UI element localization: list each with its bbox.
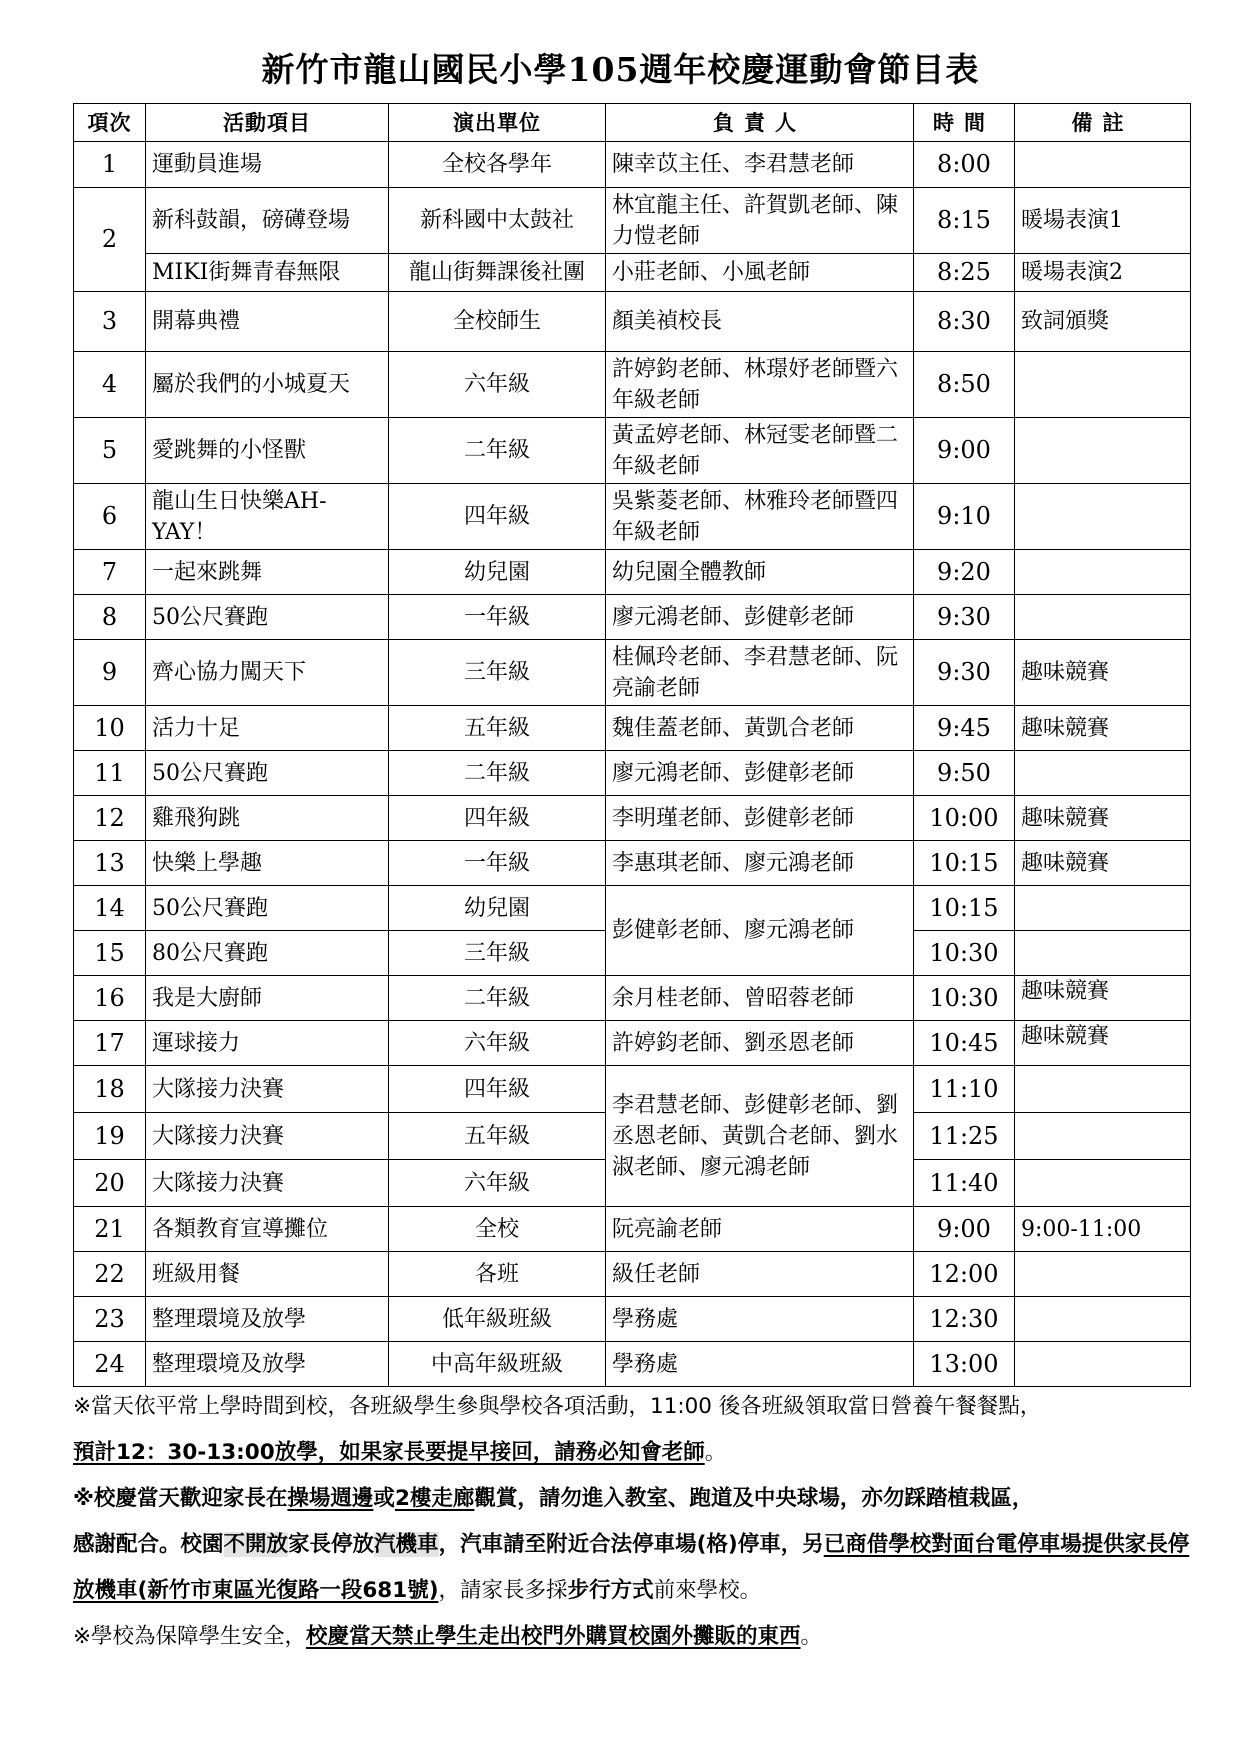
cell-time: 8:50 [914, 352, 1015, 418]
cell-unit: 三年級 [389, 640, 606, 706]
header-activity: 活動項目 [146, 104, 389, 142]
cell-activity: 80公尺賽跑 [146, 931, 389, 976]
cell-no: 24 [74, 1342, 146, 1387]
cell-no: 17 [74, 1021, 146, 1066]
cell-time: 10:30 [914, 931, 1015, 976]
cell-no: 6 [74, 484, 146, 550]
cell-no: 23 [74, 1297, 146, 1342]
note-highlight: 不開放 [223, 1532, 289, 1557]
cell-note [1015, 142, 1191, 188]
table-row [74, 142, 1191, 188]
note-text: ※學校為保障學生安全， [73, 1624, 307, 1649]
cell-unit: 二年級 [389, 976, 606, 1021]
cell-activity: 開幕典禮 [146, 292, 389, 352]
cell-time: 10:45 [914, 1021, 1015, 1066]
cell-person: 許婷鈞老師、林璟妤老師暨六年級老師 [606, 352, 914, 418]
cell-person: 彭健彰老師、廖元鴻老師 [606, 886, 914, 976]
table-row [74, 796, 1191, 841]
cell-activity: 整理環境及放學 [146, 1297, 389, 1342]
cell-time: 11:40 [914, 1160, 1015, 1207]
note-text: 前來學校。 [653, 1578, 762, 1603]
cell-activity: MIKI街舞青春無限 [146, 254, 389, 292]
table-row [74, 484, 1191, 550]
notes-section [73, 1384, 1203, 1660]
cell-time: 8:00 [914, 142, 1015, 188]
cell-no: 18 [74, 1066, 146, 1113]
cell-unit: 五年級 [389, 706, 606, 751]
note-text: 。 [704, 1440, 727, 1465]
cell-note [1015, 352, 1191, 418]
cell-note: 趣味競賽 [1015, 796, 1191, 841]
cell-person: 許婷鈞老師、劉丞恩老師 [606, 1021, 914, 1066]
cell-no: 19 [74, 1113, 146, 1160]
cell-activity: 一起來跳舞 [146, 550, 389, 595]
table-row [74, 841, 1191, 886]
note-emphasis: 2樓走廊 [394, 1486, 475, 1511]
cell-note [1015, 1252, 1191, 1297]
cell-unit: 六年級 [389, 352, 606, 418]
cell-activity: 大隊接力決賽 [146, 1066, 389, 1113]
cell-time: 9:50 [914, 751, 1015, 796]
note-text: ※校慶當天歡迎家長在 [73, 1486, 288, 1511]
cell-person: 余月桂老師、曾昭蓉老師 [606, 976, 914, 1021]
cell-note: 趣味競賽 [1015, 976, 1191, 1021]
cell-note: 9:00-11:00 [1015, 1207, 1191, 1252]
cell-unit: 六年級 [389, 1021, 606, 1066]
cell-person: 桂佩玲老師、李君慧老師、阮亮諭老師 [606, 640, 914, 706]
header-no: 項次 [74, 104, 146, 142]
cell-person: 學務處 [606, 1342, 914, 1387]
cell-activity: 大隊接力決賽 [146, 1113, 389, 1160]
cell-time: 9:30 [914, 595, 1015, 640]
cell-note [1015, 1113, 1191, 1160]
cell-time: 8:25 [914, 254, 1015, 292]
cell-note [1015, 1297, 1191, 1342]
cell-unit: 五年級 [389, 1113, 606, 1160]
table-header-row [74, 104, 1191, 142]
table-row [74, 254, 1191, 292]
cell-note: 趣味競賽 [1015, 640, 1191, 706]
cell-unit: 中高年級班級 [389, 1342, 606, 1387]
cell-activity: 整理環境及放學 [146, 1342, 389, 1387]
cell-unit: 各班 [389, 1252, 606, 1297]
cell-note [1015, 1342, 1191, 1387]
cell-activity: 屬於我們的小城夏天 [146, 352, 389, 418]
note-text: ，請家長多採 [438, 1578, 568, 1603]
cell-note [1015, 1066, 1191, 1113]
cell-time: 13:00 [914, 1342, 1015, 1387]
table-row [74, 188, 1191, 254]
note-emphasis: 步行方式 [567, 1578, 654, 1603]
cell-unit: 六年級 [389, 1160, 606, 1207]
table-row [74, 1021, 1191, 1066]
table-row [74, 751, 1191, 796]
cell-time: 10:15 [914, 886, 1015, 931]
cell-time: 11:25 [914, 1113, 1015, 1160]
header-note: 備註 [1015, 104, 1191, 142]
note-text: ，汽車請至附近合法停車場(格)停車，另 [438, 1532, 824, 1557]
cell-unit: 龍山街舞課後社團 [389, 254, 606, 292]
cell-activity: 班級用餐 [146, 1252, 389, 1297]
cell-person: 阮亮諭老師 [606, 1207, 914, 1252]
cell-no: 4 [74, 352, 146, 418]
cell-activity: 活力十足 [146, 706, 389, 751]
table-row [74, 886, 1191, 931]
cell-time: 12:00 [914, 1252, 1015, 1297]
cell-time: 10:00 [914, 796, 1015, 841]
cell-activity: 運動員進場 [146, 142, 389, 188]
note-emphasis: 已商借學校對面台電停車場提供家長停放機車(新竹市東區光復路一段681號) [73, 1532, 1190, 1603]
cell-person: 李惠琪老師、廖元鴻老師 [606, 841, 914, 886]
note-text: 或 [373, 1486, 395, 1511]
table-row [74, 418, 1191, 484]
table-row [74, 292, 1191, 352]
cell-activity: 齊心協力闖天下 [146, 640, 389, 706]
cell-unit: 全校各學年 [389, 142, 606, 188]
cell-note [1015, 595, 1191, 640]
cell-person: 林宜龍主任、許賀凱老師、陳力愷老師 [606, 188, 914, 254]
note-emphasis: 預計12：30-13:00放學，如果家長要提早接回，請務必知會老師 [73, 1440, 705, 1465]
cell-unit: 全校 [389, 1207, 606, 1252]
cell-time: 9:00 [914, 418, 1015, 484]
cell-note: 趣味競賽 [1015, 841, 1191, 886]
cell-person: 廖元鴻老師、彭健彰老師 [606, 595, 914, 640]
table-row [74, 352, 1191, 418]
note-highlight: 汽機車 [374, 1532, 439, 1557]
cell-time: 12:30 [914, 1297, 1015, 1342]
note-text: ※當天依平常上學時間到校，各班級學生參與學校各項活動，11:00 後各班級領取當日營養午餐餐點， [73, 1394, 1042, 1419]
cell-unit: 一年級 [389, 595, 606, 640]
cell-note: 暖場表演1 [1015, 188, 1191, 254]
cell-note [1015, 751, 1191, 796]
cell-note [1015, 931, 1191, 976]
cell-activity: 大隊接力決賽 [146, 1160, 389, 1207]
cell-note [1015, 1160, 1191, 1207]
cell-person: 吳紫菱老師、林雅玲老師暨四年級老師 [606, 484, 914, 550]
document-title: 新竹市龍山國民小學105週年校慶運動會節目表 [261, 50, 980, 89]
cell-no: 5 [74, 418, 146, 484]
cell-no: 22 [74, 1252, 146, 1297]
table-row [74, 1066, 1191, 1113]
note-safety [73, 1614, 1203, 1660]
table-row [74, 595, 1191, 640]
cell-time: 8:30 [914, 292, 1015, 352]
cell-activity: 50公尺賽跑 [146, 751, 389, 796]
cell-unit: 三年級 [389, 931, 606, 976]
cell-activity: 50公尺賽跑 [146, 886, 389, 931]
cell-person: 黃孟婷老師、林冠雯老師暨二年級老師 [606, 418, 914, 484]
note-emphasis: 操場週邊 [287, 1486, 374, 1511]
table-row [74, 640, 1191, 706]
cell-unit: 全校師生 [389, 292, 606, 352]
cell-time: 9:30 [914, 640, 1015, 706]
cell-time: 9:00 [914, 1207, 1015, 1252]
cell-note [1015, 484, 1191, 550]
cell-no: 8 [74, 595, 146, 640]
cell-unit: 四年級 [389, 796, 606, 841]
table-row [74, 1342, 1191, 1387]
table-row [74, 1252, 1191, 1297]
cell-no: 7 [74, 550, 146, 595]
cell-no: 12 [74, 796, 146, 841]
cell-person: 小莊老師、小風老師 [606, 254, 914, 292]
table-row [74, 706, 1191, 751]
cell-note: 暖場表演2 [1015, 254, 1191, 292]
cell-note: 致詞頒獎 [1015, 292, 1191, 352]
table-row [74, 1297, 1191, 1342]
cell-person: 李明瑾老師、彭健彰老師 [606, 796, 914, 841]
header-time: 時間 [914, 104, 1015, 142]
cell-person: 廖元鴻老師、彭健彰老師 [606, 751, 914, 796]
cell-note: 趣味競賽 [1015, 1021, 1191, 1066]
cell-activity: 快樂上學趣 [146, 841, 389, 886]
cell-time: 9:10 [914, 484, 1015, 550]
cell-no: 21 [74, 1207, 146, 1252]
cell-no: 14 [74, 886, 146, 931]
cell-note [1015, 418, 1191, 484]
cell-no: 2 [74, 188, 146, 292]
note-text: 。 [800, 1624, 823, 1649]
cell-unit: 四年級 [389, 484, 606, 550]
cell-activity: 雞飛狗跳 [146, 796, 389, 841]
note-text: 觀賞，請勿進入教室、跑道及中央球場，亦勿踩踏植栽區， [474, 1486, 1034, 1511]
cell-note [1015, 550, 1191, 595]
cell-activity: 運球接力 [146, 1021, 389, 1066]
note-text: 家長停放 [288, 1532, 375, 1557]
cell-activity: 新科鼓韻，磅礡登場 [146, 188, 389, 254]
cell-unit: 新科國中太鼓社 [389, 188, 606, 254]
cell-person: 級任老師 [606, 1252, 914, 1297]
cell-note [1015, 886, 1191, 931]
cell-time: 11:10 [914, 1066, 1015, 1113]
cell-no: 20 [74, 1160, 146, 1207]
cell-person: 顏美禎校長 [606, 292, 914, 352]
table-row [74, 976, 1191, 1021]
cell-activity: 50公尺賽跑 [146, 595, 389, 640]
cell-unit: 四年級 [389, 1066, 606, 1113]
cell-person: 幼兒園全體教師 [606, 550, 914, 595]
cell-activity: 龍山生日快樂AH-YAY！ [146, 484, 389, 550]
table-row [74, 1207, 1191, 1252]
cell-no: 9 [74, 640, 146, 706]
cell-unit: 幼兒園 [389, 886, 606, 931]
table-row [74, 550, 1191, 595]
cell-no: 16 [74, 976, 146, 1021]
cell-unit: 二年級 [389, 751, 606, 796]
cell-time: 9:45 [914, 706, 1015, 751]
cell-person: 學務處 [606, 1297, 914, 1342]
cell-unit: 一年級 [389, 841, 606, 886]
note-parents [73, 1476, 1203, 1614]
cell-unit: 低年級班級 [389, 1297, 606, 1342]
cell-person: 李君慧老師、彭健彰老師、劉丞恩老師、黃凱合老師、劉水淑老師、廖元鴻老師 [606, 1066, 914, 1207]
cell-time: 8:15 [914, 188, 1015, 254]
cell-no: 10 [74, 706, 146, 751]
cell-note: 趣味競賽 [1015, 706, 1191, 751]
note-schedule [73, 1384, 1203, 1476]
cell-unit: 幼兒園 [389, 550, 606, 595]
cell-time: 10:30 [914, 976, 1015, 1021]
cell-activity: 愛跳舞的小怪獸 [146, 418, 389, 484]
cell-time: 9:20 [914, 550, 1015, 595]
cell-no: 15 [74, 931, 146, 976]
program-table [73, 103, 1191, 1387]
cell-activity: 各類教育宣導攤位 [146, 1207, 389, 1252]
cell-no: 3 [74, 292, 146, 352]
note-text: 感謝配合。校園 [73, 1532, 224, 1557]
header-person: 負責人 [606, 104, 914, 142]
cell-time: 10:15 [914, 841, 1015, 886]
header-unit: 演出單位 [389, 104, 606, 142]
cell-no: 11 [74, 751, 146, 796]
cell-person: 魏佳蓋老師、黃凱合老師 [606, 706, 914, 751]
cell-person: 陳幸苡主任、李君慧老師 [606, 142, 914, 188]
cell-unit: 二年級 [389, 418, 606, 484]
cell-no: 13 [74, 841, 146, 886]
note-emphasis: 校慶當天禁止學生走出校門外購買校園外攤販的東西 [306, 1624, 801, 1649]
cell-activity: 我是大廚師 [146, 976, 389, 1021]
cell-no: 1 [74, 142, 146, 188]
